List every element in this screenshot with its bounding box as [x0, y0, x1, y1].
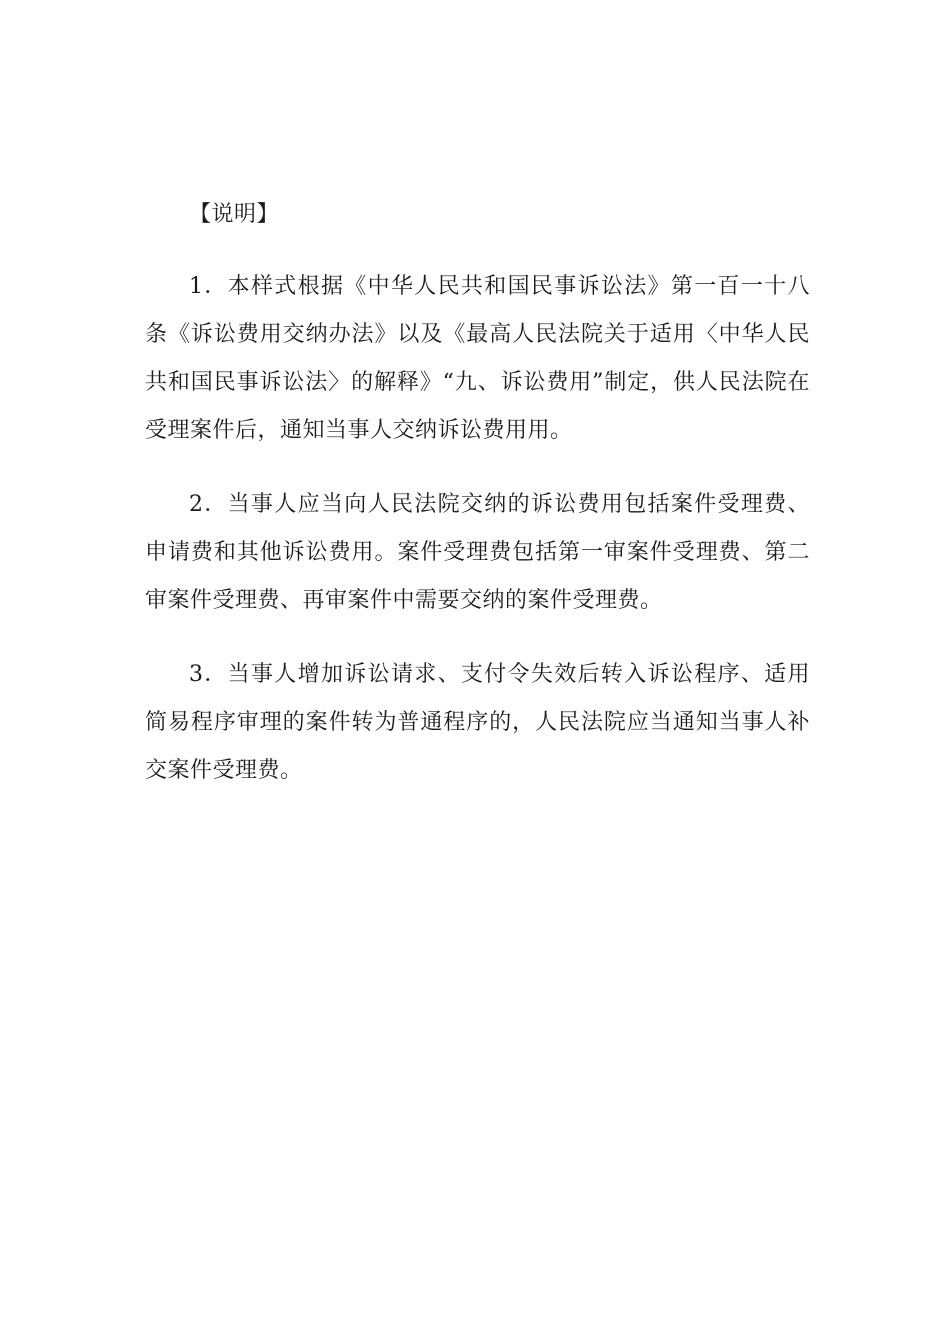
paragraph-1: 1．本样式根据《中华人民共和国民事诉讼法》第一百一十八条《诉讼费用交纳办法》以及《最高人民法院关于适用〈中华人民共和国民事诉讼法〉的解释》“九、诉讼费用”制定，供人民法院在受理案件后，通知当事人交纳诉讼费用用。: [145, 274, 810, 443]
paragraph-2: 2．当事人应当向人民法院交纳的诉讼费用包括案件受理费、申请费和其他诉讼费用。案件受理费包括第一审案件受理费、第二审案件受理费、再审案件中需要交纳的案件受理费。: [145, 492, 810, 613]
section-heading: 【说明】: [189, 202, 280, 227]
paragraph-3: 3．当事人增加诉讼请求、支付令失效后转入诉讼程序、适用简易程序审理的案件转为普通程序的，人民法院应当通知当事人补交案件受理费。: [145, 662, 810, 783]
document-body: [145, 193, 810, 821]
